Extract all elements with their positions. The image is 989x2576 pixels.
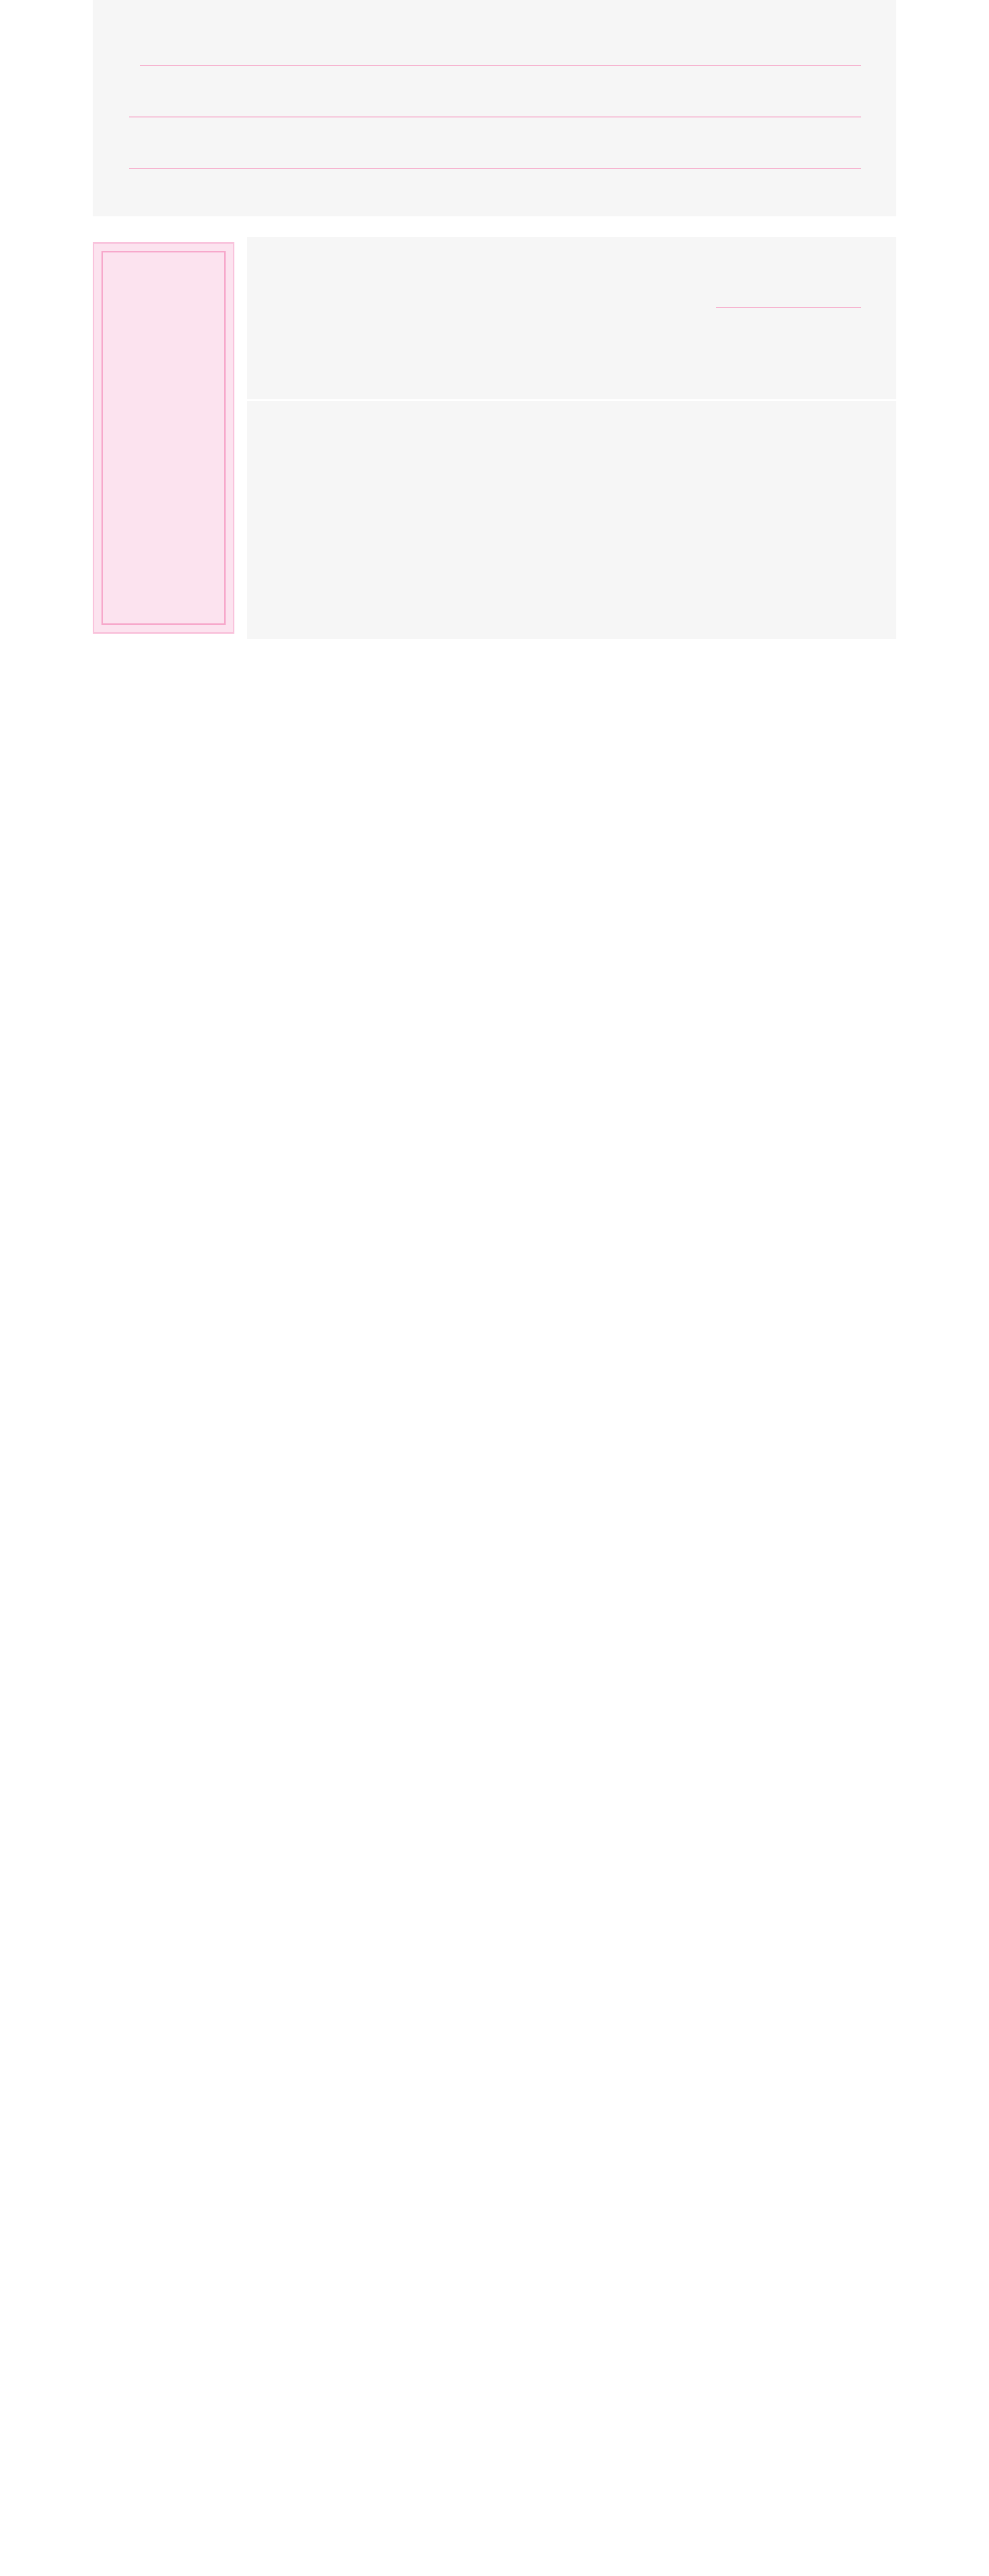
- category-label: [101, 251, 226, 625]
- price-row: [129, 149, 871, 187]
- leader-line: [129, 116, 871, 117]
- price-row: [129, 98, 871, 135]
- category-sidebar: [93, 242, 234, 634]
- leader-line: [129, 168, 871, 169]
- item-label: [129, 50, 140, 81]
- price: [861, 149, 871, 187]
- leader-line: [129, 65, 871, 66]
- leader-line: [716, 307, 871, 308]
- section-divider: [247, 399, 896, 401]
- price: [861, 289, 871, 326]
- price-row: [129, 46, 871, 83]
- price: [861, 46, 871, 83]
- price-row: [716, 289, 871, 326]
- price: [861, 98, 871, 135]
